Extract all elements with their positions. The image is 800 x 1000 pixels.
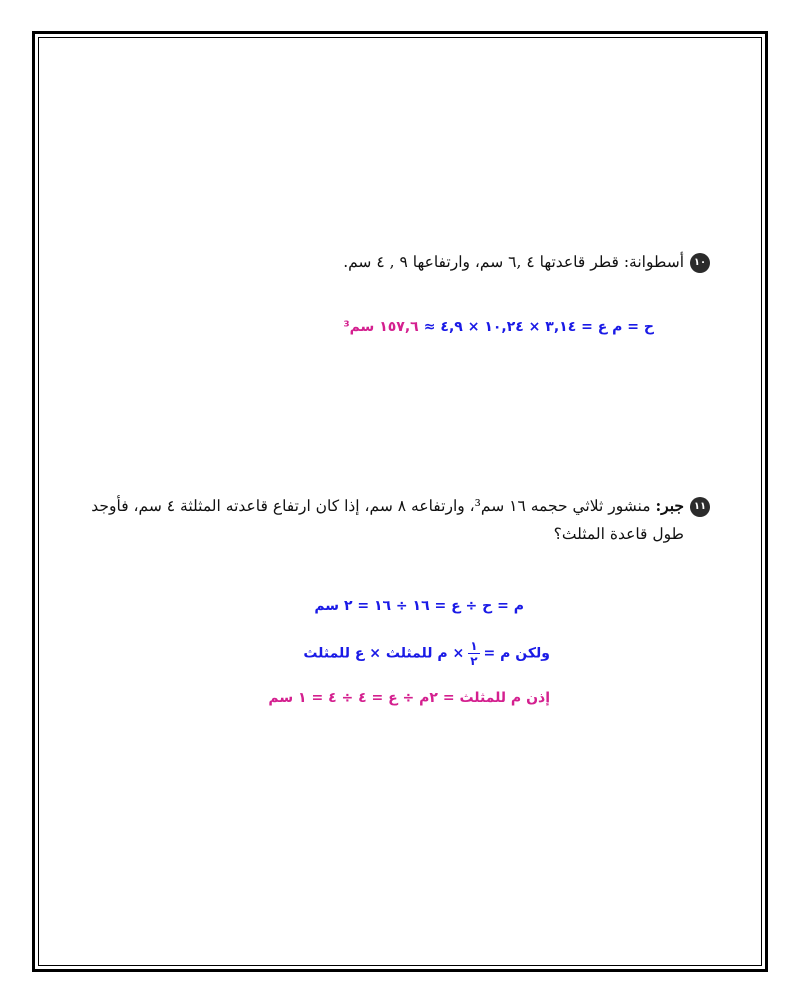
problem-10-statement	[343, 253, 710, 273]
problem-11-step-3	[268, 690, 550, 706]
problem-10-solution-formula: ح = م ع = ٣,١٤ × ١٠,٢٤ × ٤,٩ ≈	[423, 319, 654, 335]
problem-10-number-badge: ١٠	[690, 253, 710, 273]
problem-11-step-3-text: إذن م للمثلث = ٢م ÷ ع = ٤ ÷ ٤ = ١ سم	[268, 690, 550, 706]
problem-11-step-2-post: × م للمثلث × ع للمثلث	[303, 645, 465, 662]
problem-10-text: أسطوانة: قطر قاعدتها ٤ ,٦ سم، وارتفاعها ٩ , ٤ سم.	[343, 253, 684, 271]
problem-11-text-line2: طول قاعدة المثلث؟	[553, 525, 684, 543]
problem-10-solution	[343, 316, 654, 335]
problem-11-fraction	[468, 640, 479, 667]
fraction-denominator: ٢	[470, 654, 478, 668]
problem-10-solution-result: ١٥٧,٦ سم³	[343, 319, 419, 335]
problem-11-text-line1: منشور ثلاثي حجمه ١٦ سم³، وارتفاعه ٨ سم، إذا كان ارتفاع قاعدته المثلثة ٤ سم، فأوجد	[91, 497, 651, 515]
fraction-numerator: ١	[470, 639, 478, 653]
problem-11-step-1	[314, 598, 524, 614]
problem-11-step-2-pre: ولكن م =	[483, 645, 550, 662]
problem-11-step-1-text: م = ح ÷ ع = ١٦ ÷ ١٦ = ٢ سم	[314, 598, 524, 614]
problem-11-label: جبر:	[655, 496, 684, 515]
problem-11-statement-line2	[554, 525, 684, 543]
problem-11-statement-line1	[91, 496, 710, 517]
problem-11-number-badge: ١١	[690, 497, 710, 517]
problem-11-step-2	[303, 640, 550, 667]
